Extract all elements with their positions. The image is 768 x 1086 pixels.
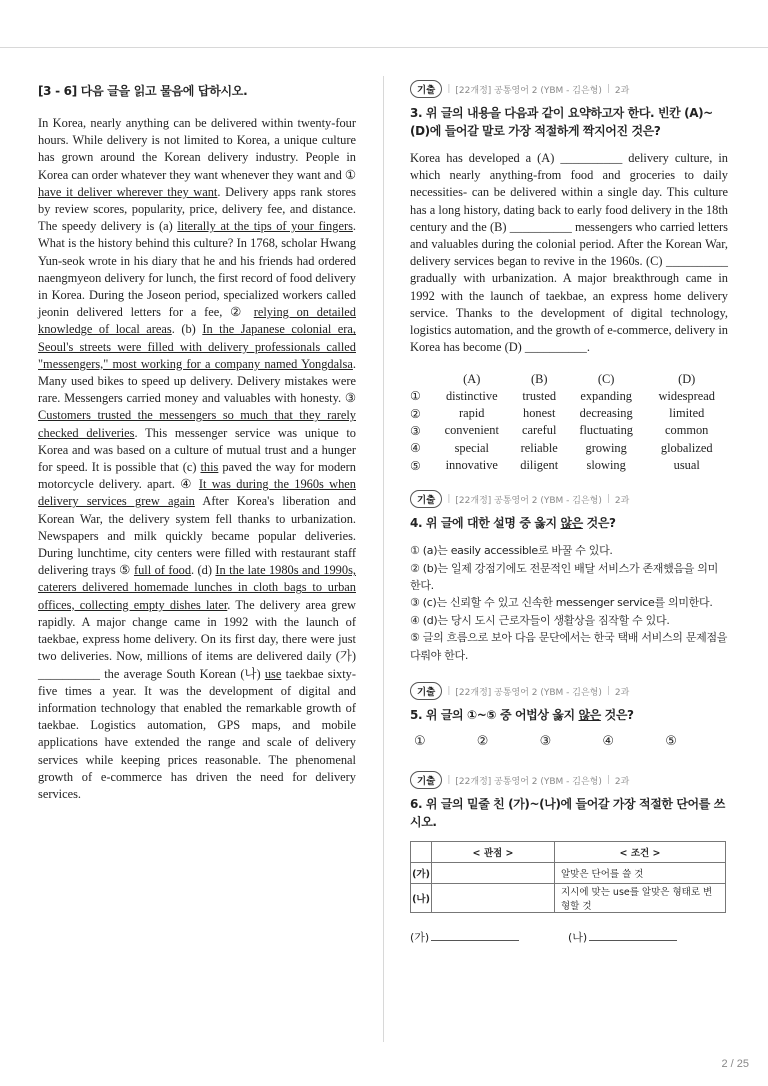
question-5: 5. 위 글의 ①~⑤ 중 어법상 옳지 않은 것은?	[410, 708, 634, 723]
option-row[interactable]	[410, 422, 728, 439]
passage-text: paved the way for modern motorcycle delivery. apart. ④	[38, 460, 356, 492]
textbook-info: [22개정] 공통영어 2 (YBM - 김은형)	[455, 495, 602, 506]
answer-blanks	[410, 929, 728, 945]
left-column	[38, 82, 356, 803]
passage-text: . Delivery apps rank stores by review scores, popularity, price, delivery fee, and distance. The speedy delivery is (a)	[38, 184, 356, 234]
question-4: 4. 위 글에 대한 설명 중 옳지 않은 것은?	[410, 516, 616, 531]
option-cell: reliable	[520, 440, 558, 455]
header-a: (A)	[463, 371, 481, 386]
passage-text: taekbae sixty-five times a year. It was the development of digital and information technology that enabled the remarkable growth of taekbae. Logistics automation, GPS maps, and mobile applications have extended the range and scale of delivery services while keeping prices reasonable. The phenomenal growth of e-commerce has driven the need for delivery services.	[38, 666, 356, 801]
separator: |	[447, 686, 451, 697]
option-row[interactable]	[410, 457, 728, 474]
question-3: 3. 위 글의 내용을 다음과 같이 요약하고자 한다. 빈칸 (A)~(D)에 들어갈 말로 가장 적절하게 짝지어진 것은?	[410, 106, 713, 138]
q4-option[interactable]: ④ (d)는 당시 도시 근로자들이 생활상을 짐작할 수 있다.	[410, 613, 670, 627]
underlined-word-use: use	[264, 666, 282, 681]
question-tag-row	[410, 80, 728, 98]
option-cell: growing	[585, 440, 627, 455]
column-divider	[383, 76, 384, 1042]
header-c: (C)	[597, 371, 615, 386]
option-cell: widespread	[658, 388, 715, 403]
option-cell: convenient	[444, 423, 499, 438]
question-tag-row	[410, 682, 728, 700]
separator: |	[606, 686, 610, 697]
q5-options	[414, 734, 728, 749]
lesson-info: 2과	[614, 687, 630, 698]
answer-options-table	[410, 370, 728, 474]
option-cell: careful	[522, 423, 557, 438]
passage-text: . Many used bikes to speed up delivery. Delivery mistakes were rare. Messengers carried money and valuables with honesty. ③	[38, 356, 356, 406]
option-cell: limited	[669, 406, 705, 421]
passage-text: . (d)	[191, 563, 216, 578]
header-d: (D)	[678, 371, 696, 386]
perspective-cell	[432, 863, 555, 884]
separator: |	[606, 84, 610, 94]
condition-table	[410, 841, 726, 913]
textbook-info: [22개정] 공통영어 2 (YBM - 김은형)	[455, 776, 602, 787]
lesson-info: 2과	[614, 495, 630, 506]
section-title: [3 - 6] 다음 글을 읽고 물음에 답하시오.	[38, 84, 248, 98]
reading-passage	[38, 115, 356, 803]
perspective-header: < 관점 >	[432, 842, 555, 863]
underlined-phrase-b: In the Japanese colonial era, Seoul's streets were filled with delivery professionals called "messengers," most working for a company named Yongdalsa	[38, 322, 356, 371]
option-cell: diligent	[520, 458, 559, 473]
right-column	[410, 80, 728, 945]
passage-text: . (b)	[171, 322, 203, 337]
option-cell: rapid	[459, 406, 485, 421]
q5-option[interactable]: ②	[476, 734, 489, 750]
underlined-phrase-3: Customers trusted the messengers so much that they rarely checked deliveries	[38, 408, 356, 440]
question-6: 6. 위 글의 밑줄 친 (가)~(나)에 들어갈 가장 적절한 단어를 쓰시오.	[410, 797, 725, 830]
condition-cell: 알맞은 단어를 쓸 것	[555, 863, 726, 884]
q4-options	[410, 542, 728, 664]
separator: |	[447, 494, 451, 505]
option-cell: honest	[523, 406, 556, 421]
summary-passage: Korea has developed a (A) __________ delivery culture, in which nearly anything-from food and groceries to daily necessities- can be delivered within a single day. This culture has a long history, dating back to early food delivery in the 18th century and the (B) __________ messengers who carried letters and valuables during the colonial period. After the Korean War, delivery services began to revive in the 1960s. (C) __________ gradually with urbanization. A major breakthrough came in 1992 with the launch of taekbae, an express home delivery service. Thanks to the development of digital technology, logistics automation, and the growth of e-commerce, delivery in Korea has become (D) __________.	[410, 151, 728, 355]
q4-option[interactable]: ① (a)는 easily accessible로 바꿀 수 있다.	[410, 544, 613, 558]
underlined-phrase-d: In the late 1980s and 1990s, caterers delivered homemade lunches in cloth bags to urban offices, collecting empty dishes later	[38, 563, 356, 612]
answer-line[interactable]	[431, 940, 519, 941]
past-exam-badge: 기출	[410, 80, 442, 98]
passage-text: . The delivery area grew rapidly. A major change came in 1992 with the launch of taekbae, express home delivery. On its first day, there were just two deliveries. Now, millions of items are delivered daily (가) __________ the average South Korean (나)	[38, 597, 356, 681]
passage-text: In Korea, nearly anything can be delivered within twenty-four hours. While delivery is not limited to Korea, a unique culture has grown around the Korean delivery industry. People in Korea can order whatever they want whenever they want and ①	[38, 116, 356, 182]
q5-option[interactable]: ④	[602, 734, 615, 750]
emphasis-not: 않은	[560, 516, 583, 531]
condition-header: < 조건 >	[555, 842, 726, 863]
condition-header-row	[411, 842, 726, 863]
option-cell: innovative	[445, 458, 498, 473]
q4-option[interactable]: ③ (c)는 신뢰할 수 있고 신속한 messenger service를 의미한다.	[410, 596, 713, 610]
q4-option[interactable]: ⑤ 글의 흐름으로 보아 다음 문단에서는 한국 택배 서비스의 문제점을 다뤄야 한다.	[410, 631, 728, 662]
option-number: ④	[410, 441, 421, 456]
perspective-cell	[432, 884, 555, 913]
q5-option[interactable]: ①	[414, 734, 426, 750]
condition-row	[411, 884, 726, 913]
question-tag-row	[410, 771, 728, 789]
underlined-phrase-2: relying on detailed knowledge of local areas	[38, 305, 356, 337]
past-exam-badge: 기출	[410, 682, 442, 700]
option-cell: trusted	[522, 388, 557, 403]
option-cell: common	[665, 423, 709, 438]
past-exam-badge: 기출	[410, 771, 442, 789]
answer-line[interactable]	[589, 940, 677, 941]
passage-text: After Korea's liberation and Korean War, the delivery system fell thanks to urbanization. Newspapers and milk quickly became popular deliveries. During lunchtime, city centers were filled with restaurant staff delivering trays ⑤	[38, 494, 357, 578]
option-cell: fluctuating	[579, 423, 633, 438]
passage-text: . What is the history behind this culture? In 1768, scholar Hwang Yun-seok wrote in his diary that he and his friends had ordered naengmyeon delivery for lunch, the first record of food delivery in Korea. During the Joseon period, specialized workers called jeonin delivered letters for a fee, ②	[38, 219, 356, 320]
option-cell: expanding	[580, 388, 632, 403]
past-exam-badge: 기출	[410, 490, 442, 508]
option-cell: special	[454, 440, 489, 455]
textbook-info: [22개정] 공통영어 2 (YBM - 김은형)	[455, 85, 602, 96]
options-header-row	[410, 370, 728, 387]
underlined-phrase-4: It was during the 1960s when delivery services grew again	[38, 477, 356, 509]
header-b: (B)	[530, 371, 548, 386]
separator: |	[606, 775, 610, 786]
answer-na[interactable]: (나)	[568, 929, 677, 945]
textbook-info: [22개정] 공통영어 2 (YBM - 김은형)	[455, 687, 602, 698]
q5-option[interactable]: ⑤	[665, 734, 677, 750]
page-number: 2 / 25	[721, 1058, 749, 1070]
question-tag-row	[410, 490, 728, 508]
separator: |	[447, 775, 451, 786]
underlined-phrase-1: have it deliver wherever they want	[38, 184, 218, 199]
option-cell: globalized	[660, 440, 713, 455]
option-cell: distinctive	[445, 388, 498, 403]
answer-ga[interactable]: (가)	[410, 929, 568, 945]
condition-cell: 지시에 맞는 use를 알맞은 형태로 변형할 것	[555, 884, 726, 913]
option-number: ①	[410, 389, 421, 404]
option-number: ③	[410, 423, 421, 438]
lesson-info: 2과	[614, 776, 630, 787]
emphasis-not: 않은	[578, 708, 601, 723]
separator: |	[606, 494, 610, 505]
underlined-phrase-5: full of food	[133, 563, 192, 578]
option-row[interactable]	[410, 440, 728, 457]
row-label: (가)	[411, 863, 432, 884]
option-cell: usual	[673, 458, 700, 473]
underlined-phrase-c: this	[200, 460, 219, 475]
option-cell: slowing	[586, 458, 626, 473]
row-label: (나)	[411, 884, 432, 913]
lesson-info: 2과	[614, 85, 630, 96]
option-row[interactable]	[410, 405, 728, 422]
underlined-phrase-a: literally at the tips of your fingers	[177, 219, 353, 234]
option-row[interactable]	[410, 388, 728, 405]
header-rule	[0, 47, 768, 48]
option-number: ⑤	[410, 458, 421, 473]
passage-text: . This messenger service was unique to Korea and was based on a culture of mutual trust and a hunger for speed. It is possible that (c)	[38, 425, 356, 475]
option-number: ②	[410, 406, 421, 421]
q5-option[interactable]: ③	[539, 734, 552, 750]
q4-option[interactable]: ② (b)는 일제 강점기에도 전문적인 배달 서비스가 존재했음을 의미한다.	[410, 561, 718, 593]
option-cell: decreasing	[579, 406, 633, 421]
separator: |	[447, 84, 451, 94]
condition-row	[411, 863, 726, 884]
